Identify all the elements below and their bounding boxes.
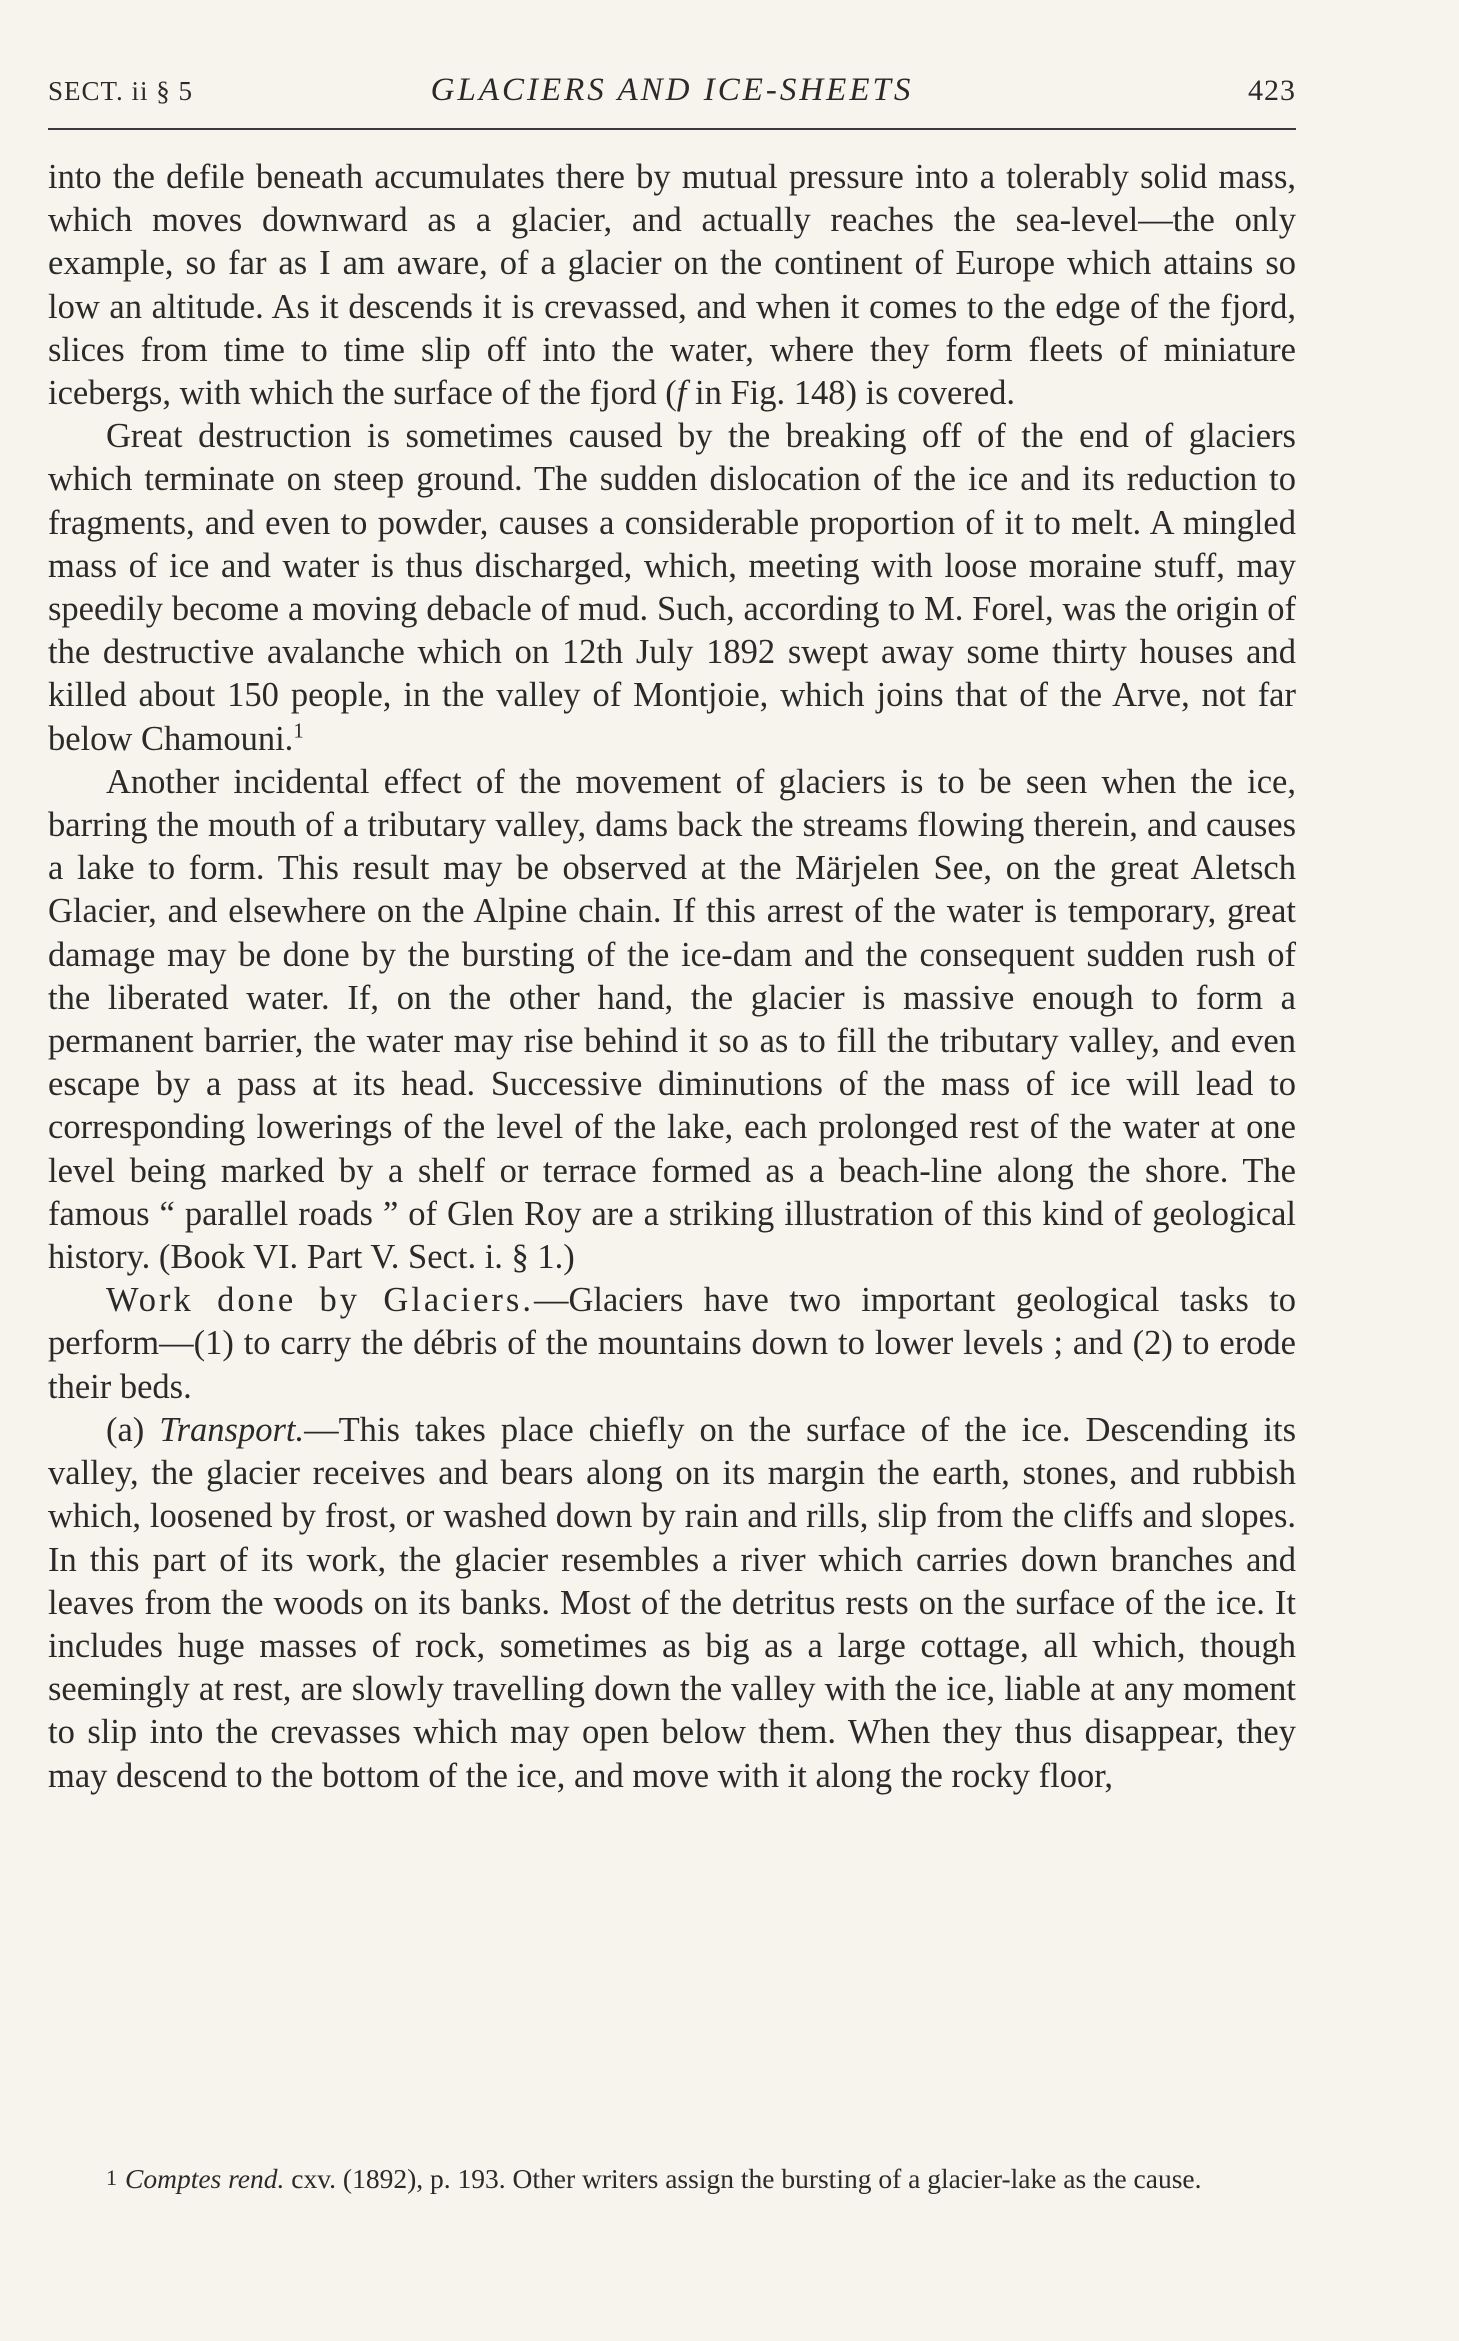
footnote-ref-1[interactable]: 1 bbox=[293, 718, 304, 743]
footnote-text: cxv. (1892), p. 193. Other writers assign the bursting of a glacier-lake as the cause. bbox=[284, 2163, 1202, 2194]
paragraph-2 bbox=[48, 415, 1296, 761]
paragraph-5-text: —This takes place chiefly on the surface of the ice. Descending its valley, the glacier receives and bears along on its margin the earth, stones, and rubbish which, loosened by frost, or washed down by rain and rills, slip from the cliffs and slopes. In this part of its work, the glacier resembles a river which carries down branches and leaves from the woods on its banks. Most of the detritus rests on the surface of the ice. It includes huge masses of rock, sometimes as big as a large cottage, all which, though seemingly at rest, are slowly travelling down the valley with the ice, liable at any moment to slip into the crevasses which may open below them. When they thus disappear, they may descend to the bottom of the ice, and move with it along the rocky floor, bbox=[48, 1410, 1297, 1795]
footnote-1 bbox=[48, 2156, 1296, 2200]
paragraph-3-text: Another incidental effect of the movement of glaciers is to be seen when the ice, barring the mouth of a tributary valley, dams back the streams flowing therein, and causes a lake to form. This result may be observed at the Märjelen See, on the great Aletsch Glacier, and elsewhere on the Alpine chain. If this arrest of the water is temporary, great damage may be done by the bursting of the ice-dam and the consequent sudden rush of the liberated water. If, on the other hand, the glacier is massive enough to form a permanent barrier, the water may rise behind it so as to fill the tributary valley, and even escape by a pass at its head. Successive diminutions of the mass of ice will lead to corresponding lowerings of the level of the lake, each prolonged rest of the water at one level being marked by a shelf or terrace formed as a beach-line along the shore. The famous “ parallel roads ” of Glen Roy are a striking illustration of this kind of geological history. (Book VI. Part V. Sect. i. § 1.) bbox=[48, 762, 1296, 1277]
paragraph-4 bbox=[48, 1279, 1296, 1409]
paragraph-1-end: in Fig. 148) is covered. bbox=[686, 374, 1016, 413]
subsection-label: (a) bbox=[106, 1410, 145, 1449]
paragraph-1-text: into the defile beneath accumulates there by mutual pressure into a tolerably solid mass, which moves downward as a glacier, and actually reaches the sea-level—the only example, so far as I am aware, of a glacier on the continent of Europe which attains so low an altitude. As it descends it is crevassed, and when it comes to the edge of the fjord, slices from time to time slip off into the water, where they form fleets of miniature icebergs, with which the surface of the fjord ( bbox=[48, 158, 1296, 413]
paragraph-2-text: Great destruction is sometimes caused by the breaking off of the end of glaciers which terminate on steep ground. The sudden dislocation of the ice and its reduction to fragments, and even to powder, causes a considerable proportion of it to melt. A mingled mass of ice and water is thus discharged, which, meeting with loose moraine stuff, may speedily become a moving debacle of mud. Such, according to M. Forel, was the origin of the destructive avalanche which on 12th July 1892 swept away some thirty houses and killed about 150 people, in the valley of Montjoie, which joins that of the Arve, not far below Chamouni. bbox=[48, 417, 1296, 758]
section-heading-work-done: Work done by Glaciers. bbox=[106, 1281, 534, 1320]
running-head bbox=[48, 72, 1296, 116]
footnotes bbox=[48, 2156, 1296, 2200]
paragraph-5 bbox=[48, 1409, 1296, 1798]
section-label: SECT. ii § 5 bbox=[48, 76, 194, 106]
paragraph-1 bbox=[48, 156, 1296, 415]
header-rule bbox=[48, 128, 1296, 130]
body-text bbox=[48, 156, 1296, 1798]
page-title: GLACIERS AND ICE-SHEETS bbox=[430, 72, 914, 108]
page-number: 423 bbox=[1248, 74, 1296, 107]
fig-letter: f bbox=[676, 374, 687, 413]
footnote-mark: 1 bbox=[106, 2165, 117, 2190]
paragraph-3 bbox=[48, 761, 1296, 1279]
subsection-heading-transport: Transport. bbox=[159, 1410, 305, 1449]
footnote-source: Comptes rend. bbox=[125, 2163, 285, 2194]
paragraph-4-text: —Glaciers have two important geological tasks to perform—(1) to carry the débris of the mountains down to lower levels ; and (2) to erode their beds. bbox=[48, 1281, 1296, 1406]
